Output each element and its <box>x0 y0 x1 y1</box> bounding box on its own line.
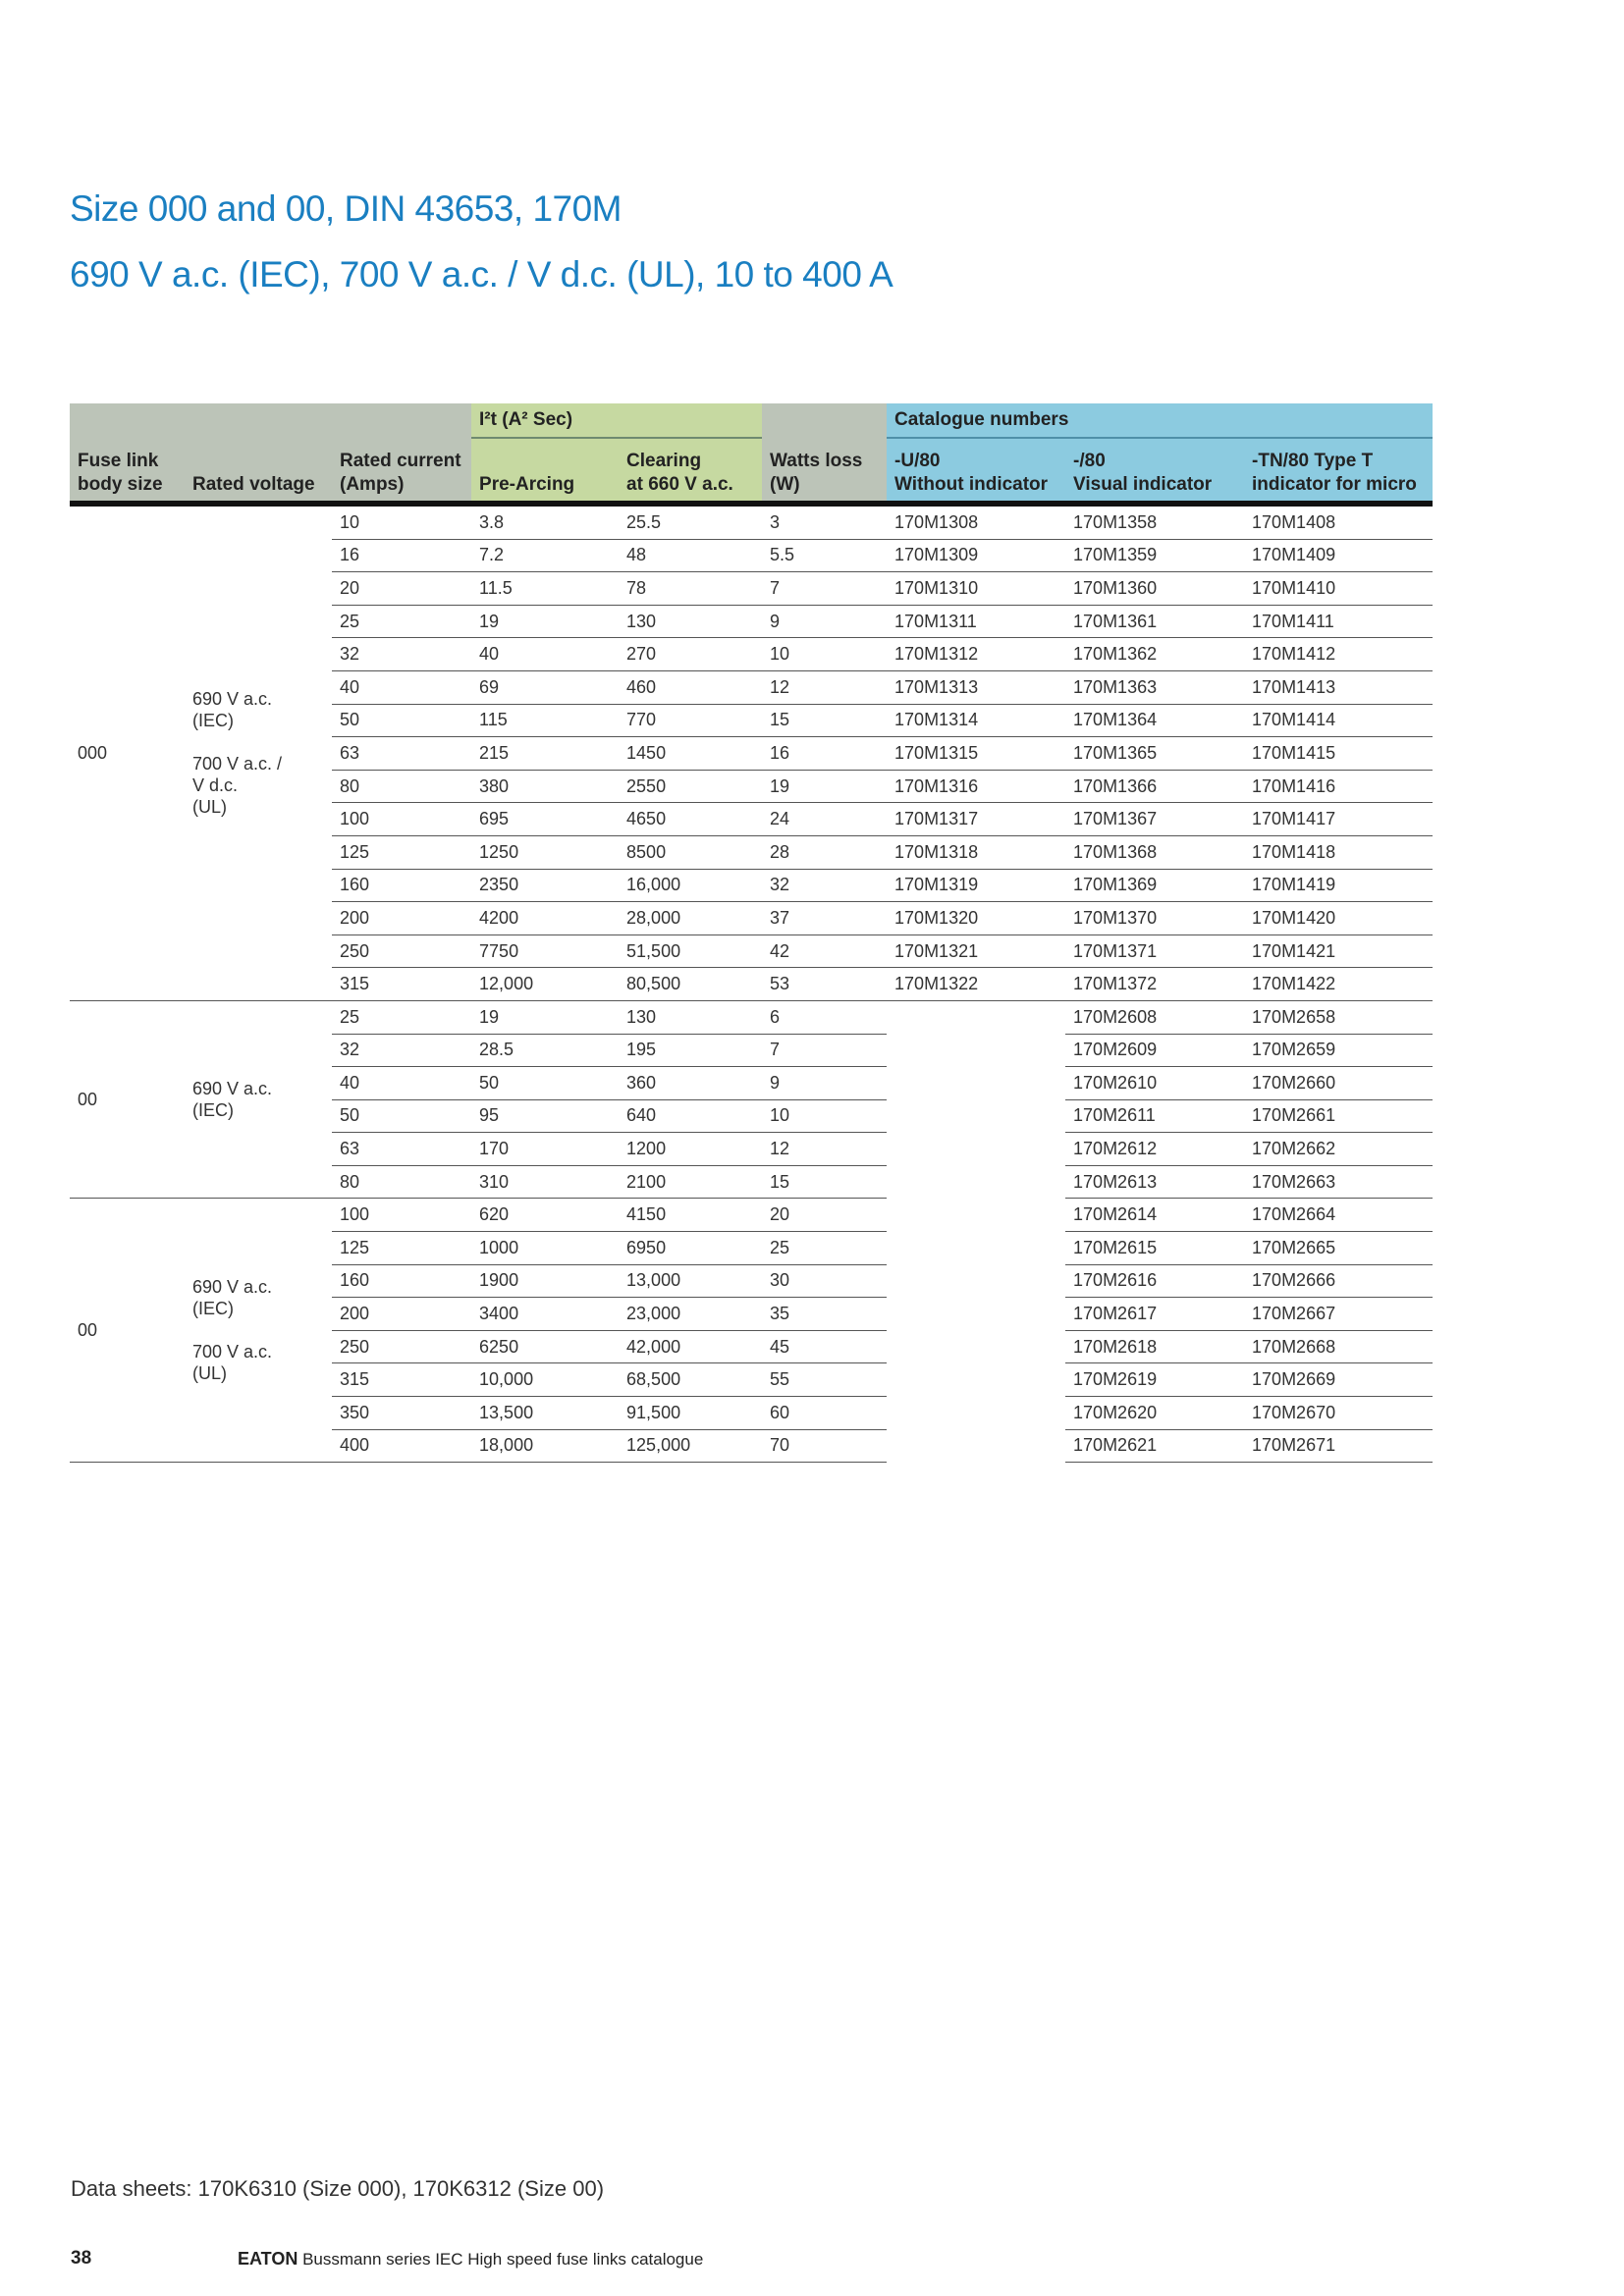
catalogue-tn80: 170M2667 <box>1244 1298 1433 1331</box>
catalogue-v80: 170M2618 <box>1065 1330 1244 1363</box>
catalogue-tn80: 170M1408 <box>1244 504 1433 539</box>
catalogue-v80: 170M1361 <box>1065 605 1244 638</box>
catalogue-u80: 170M1313 <box>887 670 1065 704</box>
catalogue-v80: 170M1363 <box>1065 670 1244 704</box>
rated-current: 16 <box>332 539 471 572</box>
header-i2t: I²t (A² Sec) <box>471 403 762 438</box>
catalogue-u80: 170M1316 <box>887 770 1065 803</box>
rated-voltage: 690 V a.c. (IEC) 700 V a.c. / V d.c. (UL) <box>185 504 332 1000</box>
catalogue-tn80: 170M2659 <box>1244 1034 1433 1067</box>
pre-arcing: 28.5 <box>471 1034 619 1067</box>
rated-current: 63 <box>332 1133 471 1166</box>
rated-current: 50 <box>332 1099 471 1133</box>
clearing: 23,000 <box>619 1298 762 1331</box>
body-size: 00 <box>70 1000 185 1199</box>
clearing: 130 <box>619 1000 762 1034</box>
body-size: 00 <box>70 1199 185 1463</box>
clearing: 80,500 <box>619 968 762 1001</box>
watts-loss: 7 <box>762 572 887 606</box>
pre-arcing: 50 <box>471 1067 619 1100</box>
catalogue-v80: 170M1365 <box>1065 737 1244 771</box>
catalogue-tn80: 170M1415 <box>1244 737 1433 771</box>
watts-loss: 12 <box>762 1133 887 1166</box>
catalogue-tn80: 170M1419 <box>1244 869 1433 902</box>
rated-current: 125 <box>332 835 471 869</box>
pre-arcing: 40 <box>471 638 619 671</box>
catalogue-v80: 170M2608 <box>1065 1000 1244 1034</box>
pre-arcing: 11.5 <box>471 572 619 606</box>
catalogue-v80: 170M2613 <box>1065 1165 1244 1199</box>
catalogue-u80: 170M1322 <box>887 968 1065 1001</box>
catalogue-tn80: 170M2662 <box>1244 1133 1433 1166</box>
catalogue-u80: 170M1311 <box>887 605 1065 638</box>
pre-arcing: 380 <box>471 770 619 803</box>
rated-current: 160 <box>332 869 471 902</box>
catalogue-u80 <box>887 1034 1065 1067</box>
clearing: 6950 <box>619 1232 762 1265</box>
rated-current: 100 <box>332 1199 471 1232</box>
catalogue-tn80: 170M1422 <box>1244 968 1433 1001</box>
catalogue-u80 <box>887 1264 1065 1298</box>
pre-arcing: 310 <box>471 1165 619 1199</box>
catalogue-tn80: 170M1421 <box>1244 934 1433 968</box>
pre-arcing: 4200 <box>471 902 619 935</box>
catalogue-u80: 170M1317 <box>887 803 1065 836</box>
rated-current: 200 <box>332 902 471 935</box>
pre-arcing: 7.2 <box>471 539 619 572</box>
catalogue-v80: 170M1367 <box>1065 803 1244 836</box>
catalogue-u80: 170M1315 <box>887 737 1065 771</box>
watts-loss: 7 <box>762 1034 887 1067</box>
catalogue-v80: 170M2612 <box>1065 1133 1244 1166</box>
header-v80: -/80 Visual indicator <box>1065 438 1244 504</box>
clearing: 8500 <box>619 835 762 869</box>
catalogue-tn80: 170M1417 <box>1244 803 1433 836</box>
pre-arcing: 170 <box>471 1133 619 1166</box>
catalogue-v80: 170M2616 <box>1065 1264 1244 1298</box>
rated-current: 80 <box>332 1165 471 1199</box>
catalogue-tn80: 170M1412 <box>1244 638 1433 671</box>
rated-voltage: 690 V a.c. (IEC) 700 V a.c. (UL) <box>185 1199 332 1463</box>
rated-current: 32 <box>332 638 471 671</box>
fuse-data-table <box>70 403 1433 1463</box>
catalogue-tn80: 170M2658 <box>1244 1000 1433 1034</box>
pre-arcing: 7750 <box>471 934 619 968</box>
watts-loss: 15 <box>762 1165 887 1199</box>
catalogue-v80: 170M2611 <box>1065 1099 1244 1133</box>
pre-arcing: 10,000 <box>471 1363 619 1397</box>
watts-loss: 25 <box>762 1232 887 1265</box>
rated-current: 80 <box>332 770 471 803</box>
catalogue-v80: 170M1370 <box>1065 902 1244 935</box>
catalogue-u80 <box>887 1363 1065 1397</box>
header-spacer <box>70 403 471 438</box>
table-row <box>70 1000 1433 1034</box>
catalogue-v80: 170M2617 <box>1065 1298 1244 1331</box>
pre-arcing: 12,000 <box>471 968 619 1001</box>
catalogue-u80: 170M1321 <box>887 934 1065 968</box>
catalogue-u80: 170M1312 <box>887 638 1065 671</box>
catalogue-u80 <box>887 1133 1065 1166</box>
clearing: 51,500 <box>619 934 762 968</box>
watts-loss: 6 <box>762 1000 887 1034</box>
catalogue-v80: 170M1369 <box>1065 869 1244 902</box>
catalogue-v80: 170M2620 <box>1065 1397 1244 1430</box>
catalogue-tn80: 170M2670 <box>1244 1397 1433 1430</box>
watts-loss: 12 <box>762 670 887 704</box>
catalogue-tn80: 170M2671 <box>1244 1429 1433 1463</box>
rated-current: 25 <box>332 605 471 638</box>
clearing: 640 <box>619 1099 762 1133</box>
pre-arcing: 13,500 <box>471 1397 619 1430</box>
pre-arcing: 115 <box>471 704 619 737</box>
clearing: 42,000 <box>619 1330 762 1363</box>
catalogue-tn80: 170M1410 <box>1244 572 1433 606</box>
header-spacer <box>762 403 887 438</box>
catalogue-tn80: 170M1409 <box>1244 539 1433 572</box>
watts-loss: 5.5 <box>762 539 887 572</box>
catalogue-v80: 170M1364 <box>1065 704 1244 737</box>
catalogue-v80: 170M1368 <box>1065 835 1244 869</box>
rated-current: 400 <box>332 1429 471 1463</box>
catalogue-u80: 170M1319 <box>887 869 1065 902</box>
clearing: 25.5 <box>619 504 762 539</box>
watts-loss: 28 <box>762 835 887 869</box>
catalogue-u80 <box>887 1099 1065 1133</box>
page-title: Size 000 and 00, DIN 43653, 170M <box>70 188 622 229</box>
catalogue-u80 <box>887 1000 1065 1034</box>
clearing: 770 <box>619 704 762 737</box>
rated-current: 10 <box>332 504 471 539</box>
pre-arcing: 18,000 <box>471 1429 619 1463</box>
pre-arcing: 2350 <box>471 869 619 902</box>
pre-arcing: 215 <box>471 737 619 771</box>
rated-current: 25 <box>332 1000 471 1034</box>
header-catalogue: Catalogue numbers <box>887 403 1433 438</box>
catalogue-v80: 170M2615 <box>1065 1232 1244 1265</box>
pre-arcing: 620 <box>471 1199 619 1232</box>
catalogue-v80: 170M2614 <box>1065 1199 1244 1232</box>
catalogue-u80 <box>887 1429 1065 1463</box>
catalogue-u80 <box>887 1330 1065 1363</box>
catalogue-v80: 170M2609 <box>1065 1034 1244 1067</box>
rated-current: 32 <box>332 1034 471 1067</box>
clearing: 16,000 <box>619 869 762 902</box>
rated-current: 40 <box>332 670 471 704</box>
pre-arcing: 95 <box>471 1099 619 1133</box>
catalogue-v80: 170M1371 <box>1065 934 1244 968</box>
catalogue-u80: 170M1314 <box>887 704 1065 737</box>
rated-voltage: 690 V a.c. (IEC) <box>185 1000 332 1199</box>
rated-current: 250 <box>332 934 471 968</box>
watts-loss: 3 <box>762 504 887 539</box>
header-watts-loss: Watts loss (W) <box>762 438 887 504</box>
watts-loss: 35 <box>762 1298 887 1331</box>
watts-loss: 10 <box>762 638 887 671</box>
clearing: 13,000 <box>619 1264 762 1298</box>
pre-arcing: 1250 <box>471 835 619 869</box>
catalogue-u80: 170M1308 <box>887 504 1065 539</box>
watts-loss: 16 <box>762 737 887 771</box>
header-fuse-link: Fuse link body size <box>70 438 185 504</box>
clearing: 68,500 <box>619 1363 762 1397</box>
clearing: 270 <box>619 638 762 671</box>
watts-loss: 37 <box>762 902 887 935</box>
rated-current: 20 <box>332 572 471 606</box>
rated-current: 100 <box>332 803 471 836</box>
watts-loss: 32 <box>762 869 887 902</box>
clearing: 48 <box>619 539 762 572</box>
rated-current: 125 <box>332 1232 471 1265</box>
pre-arcing: 1000 <box>471 1232 619 1265</box>
catalogue-u80: 170M1310 <box>887 572 1065 606</box>
catalogue-tn80: 170M1414 <box>1244 704 1433 737</box>
clearing: 360 <box>619 1067 762 1100</box>
clearing: 460 <box>619 670 762 704</box>
clearing: 130 <box>619 605 762 638</box>
pre-arcing: 6250 <box>471 1330 619 1363</box>
rated-current: 40 <box>332 1067 471 1100</box>
catalogue-tn80: 170M1416 <box>1244 770 1433 803</box>
catalogue-tn80: 170M2665 <box>1244 1232 1433 1265</box>
page-number: 38 <box>71 2248 92 2269</box>
brand-logo: EATON <box>238 2249 298 2269</box>
catalogue-u80: 170M1318 <box>887 835 1065 869</box>
header-u80: -U/80 Without indicator <box>887 438 1065 504</box>
header-tn80: -TN/80 Type T indicator for micro <box>1244 438 1433 504</box>
catalogue-tn80: 170M2666 <box>1244 1264 1433 1298</box>
catalogue-tn80: 170M2661 <box>1244 1099 1433 1133</box>
pre-arcing: 19 <box>471 605 619 638</box>
clearing: 4150 <box>619 1199 762 1232</box>
datasheet-note: Data sheets: 170K6310 (Size 000), 170K6312 (Size 00) <box>71 2176 605 2201</box>
watts-loss: 24 <box>762 803 887 836</box>
table-body <box>70 504 1433 1463</box>
body-size: 000 <box>70 504 185 1000</box>
header-clearing: Clearing at 660 V a.c. <box>619 438 762 504</box>
catalogue-u80 <box>887 1165 1065 1199</box>
catalogue-v80: 170M1366 <box>1065 770 1244 803</box>
catalogue-v80: 170M1358 <box>1065 504 1244 539</box>
clearing: 2550 <box>619 770 762 803</box>
catalogue-tn80: 170M1413 <box>1244 670 1433 704</box>
table-row <box>70 504 1433 539</box>
rated-current: 63 <box>332 737 471 771</box>
watts-loss: 9 <box>762 605 887 638</box>
rated-current: 315 <box>332 968 471 1001</box>
catalogue-tn80: 170M2668 <box>1244 1330 1433 1363</box>
clearing: 28,000 <box>619 902 762 935</box>
rated-current: 350 <box>332 1397 471 1430</box>
catalogue-u80: 170M1309 <box>887 539 1065 572</box>
catalogue-u80 <box>887 1397 1065 1430</box>
watts-loss: 10 <box>762 1099 887 1133</box>
watts-loss: 15 <box>762 704 887 737</box>
clearing: 91,500 <box>619 1397 762 1430</box>
pre-arcing: 19 <box>471 1000 619 1034</box>
clearing: 2100 <box>619 1165 762 1199</box>
table-row <box>70 1199 1433 1232</box>
catalogue-u80 <box>887 1199 1065 1232</box>
watts-loss: 60 <box>762 1397 887 1430</box>
footer <box>238 2249 703 2269</box>
catalogue-v80: 170M1362 <box>1065 638 1244 671</box>
catalogue-u80 <box>887 1067 1065 1100</box>
watts-loss: 55 <box>762 1363 887 1397</box>
page-subtitle: 690 V a.c. (IEC), 700 V a.c. / V d.c. (UL), 10 to 400 A <box>70 254 893 294</box>
pre-arcing: 695 <box>471 803 619 836</box>
watts-loss: 45 <box>762 1330 887 1363</box>
pre-arcing: 1900 <box>471 1264 619 1298</box>
catalogue-tn80: 170M1420 <box>1244 902 1433 935</box>
catalogue-tn80: 170M1418 <box>1244 835 1433 869</box>
catalogue-v80: 170M2621 <box>1065 1429 1244 1463</box>
catalogue-tn80: 170M2664 <box>1244 1199 1433 1232</box>
catalogue-u80 <box>887 1232 1065 1265</box>
pre-arcing: 69 <box>471 670 619 704</box>
footer-text: Bussmann series IEC High speed fuse links catalogue <box>302 2250 704 2269</box>
clearing: 1450 <box>619 737 762 771</box>
catalogue-v80: 170M1372 <box>1065 968 1244 1001</box>
catalogue-u80: 170M1320 <box>887 902 1065 935</box>
catalogue-u80 <box>887 1298 1065 1331</box>
catalogue-tn80: 170M2669 <box>1244 1363 1433 1397</box>
clearing: 4650 <box>619 803 762 836</box>
pre-arcing: 3.8 <box>471 504 619 539</box>
catalogue-tn80: 170M1411 <box>1244 605 1433 638</box>
watts-loss: 70 <box>762 1429 887 1463</box>
watts-loss: 30 <box>762 1264 887 1298</box>
header-pre-arcing: Pre-Arcing <box>471 438 619 504</box>
watts-loss: 53 <box>762 968 887 1001</box>
watts-loss: 9 <box>762 1067 887 1100</box>
clearing: 1200 <box>619 1133 762 1166</box>
catalogue-v80: 170M2610 <box>1065 1067 1244 1100</box>
rated-current: 50 <box>332 704 471 737</box>
header-rated-voltage: Rated voltage <box>185 438 332 504</box>
clearing: 78 <box>619 572 762 606</box>
catalogue-v80: 170M1360 <box>1065 572 1244 606</box>
catalogue-tn80: 170M2663 <box>1244 1165 1433 1199</box>
pre-arcing: 3400 <box>471 1298 619 1331</box>
rated-current: 250 <box>332 1330 471 1363</box>
watts-loss: 42 <box>762 934 887 968</box>
catalogue-v80: 170M2619 <box>1065 1363 1244 1397</box>
catalogue-tn80: 170M2660 <box>1244 1067 1433 1100</box>
rated-current: 200 <box>332 1298 471 1331</box>
catalogue-v80: 170M1359 <box>1065 539 1244 572</box>
rated-current: 160 <box>332 1264 471 1298</box>
clearing: 125,000 <box>619 1429 762 1463</box>
clearing: 195 <box>619 1034 762 1067</box>
header-rated-current: Rated current (Amps) <box>332 438 471 504</box>
watts-loss: 19 <box>762 770 887 803</box>
watts-loss: 20 <box>762 1199 887 1232</box>
rated-current: 315 <box>332 1363 471 1397</box>
